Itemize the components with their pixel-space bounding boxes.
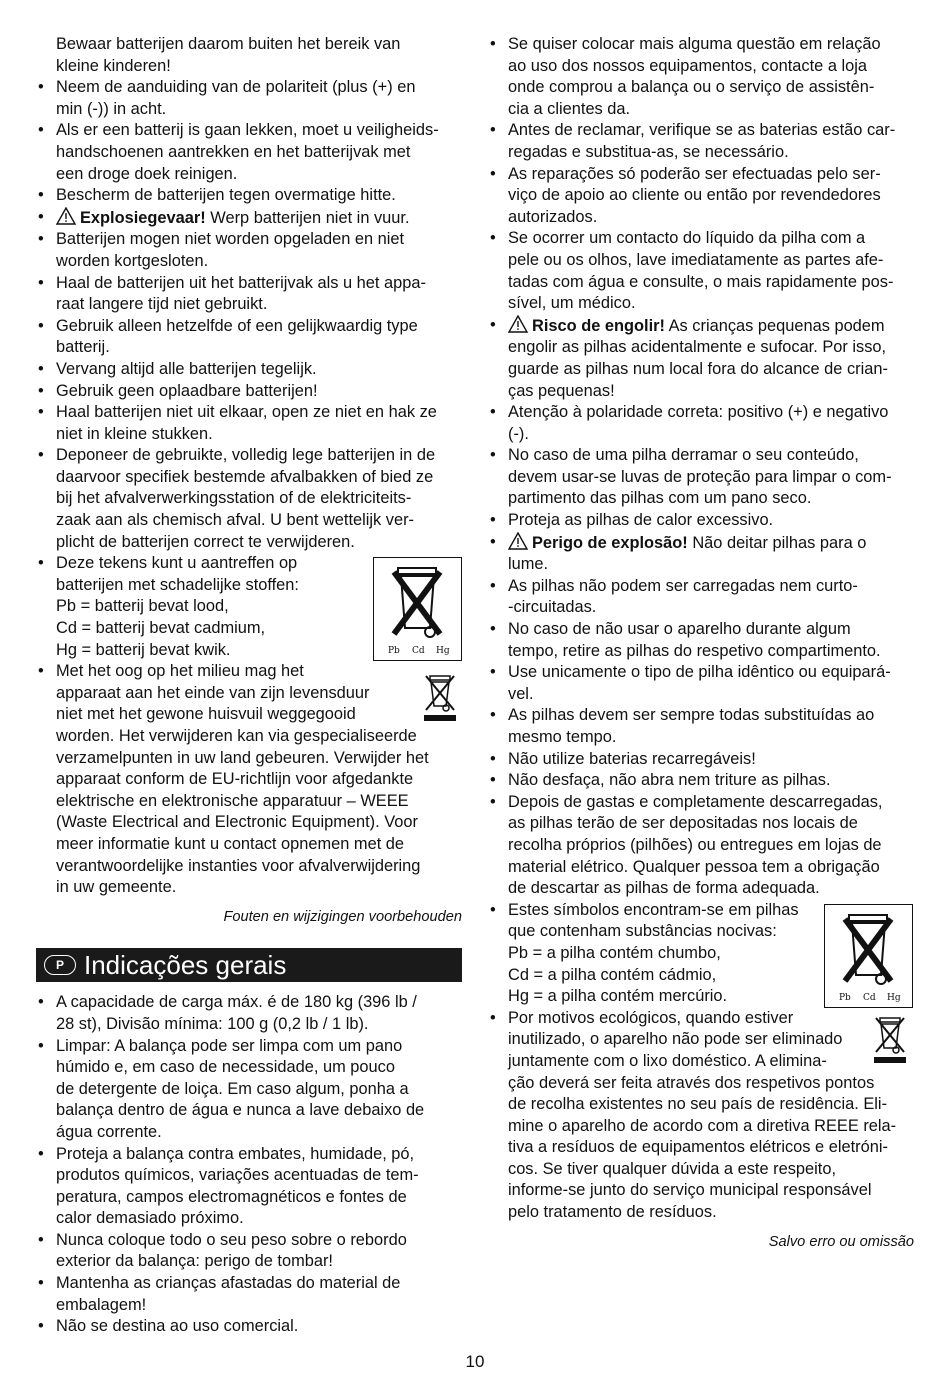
list-item-battery-symbols: • Deze tekens kunt u aantreffen op batterijen met schadelijke stoffen: Pb = batterij bevat lood, Cd = batterij bevat cadmium, Hg = batterij bevat kwik. xyxy=(36,553,462,661)
list-item: • Proteja as pilhas de calor excessivo. xyxy=(488,510,914,532)
warning-triangle-icon xyxy=(508,315,528,333)
list-item: • Haal batterijen niet uit elkaar, open ze niet en hak ze niet in kleine stukken. xyxy=(36,402,462,445)
list-item-warning: • Perigo de explosão! Não deitar pilhas para o lume. xyxy=(488,532,914,576)
list-item: • Bescherm de batterijen tegen overmatige hitte. xyxy=(36,185,462,207)
language-badge: P xyxy=(44,955,76,975)
crossed-bin-battery-icon xyxy=(824,904,913,1008)
list-item: • Als er een batterij is gaan lekken, moet u veiligheids- handschoenen aantrekken en het batterijvak met een droge doek reinigen. xyxy=(36,120,462,185)
list-item: • Não desfaça, não abra nem triture as pilhas. xyxy=(488,770,914,792)
disclaimer-note-nl: Fouten en wijzigingen voorbehouden xyxy=(223,908,462,925)
svg-text:Pb: Pb xyxy=(839,993,851,1003)
list-item: • No caso de uma pilha derramar o seu conteúdo, devem usar-se luvas de proteção para limpar o com- partimento das pilhas com um pano seco. xyxy=(488,445,914,510)
page-number: 10 xyxy=(465,1352,485,1371)
svg-text:Cd: Cd xyxy=(863,993,876,1003)
crossed-bin-battery-graphic xyxy=(374,558,461,660)
crossed-bin-battery-icon xyxy=(373,557,462,661)
section-heading xyxy=(36,948,462,982)
list-item: • Se quiser colocar mais alguma questão em relação ao uso dos nossos equipamentos, contacte a loja onde comprou a balança ou o serviço de assistên- cia a clientes da. xyxy=(488,34,914,120)
list-item: • Limpar: A balança pode ser limpa com um pano húmido e, em caso de necessidade, um pouco de detergente de loiça. Em caso algum, ponha a balança dentro de água e nunca a lave debaixo de água corrente. xyxy=(36,1036,462,1144)
list-item: • Proteja a balança contra embates, humidade, pó, produtos químicos, variações acentuadas de tem- peratura, campos electromagnéticos e fontes de calor demasiado próximo. xyxy=(36,1144,462,1230)
list-item: • Antes de reclamar, verifique se as baterias estão car- regadas e substitua-as, se necessário. xyxy=(488,120,914,163)
general-info-list-pt xyxy=(36,992,462,1338)
list-item: • Neem de aanduiding van de polariteit (plus (+) en min (-)) in acht. xyxy=(36,77,462,120)
left-column xyxy=(36,34,462,1338)
disclaimer-note-pt: Salvo erro ou omissão xyxy=(768,1233,914,1250)
list-item: • Não se destina ao uso comercial. xyxy=(36,1316,462,1338)
list-item-weee: • Por motivos ecológicos, quando estiver inutilizado, o aparelho não pode ser eliminado juntamente com o lixo doméstico. A elimina- ção deverá ser feita através dos respetivos pontos de recolha existentes no seu país de residência. Eli- mine o aparelho de acordo com a diretiva REEE rela- tiva a resíduos de equipamentos elétricos e eletróni- cos. Se tiver qualquer dúvida a este respeito, informe-se junto do serviço municipal responsável pelo tratamento de resíduos. xyxy=(488,1008,914,1224)
warning-triangle-icon xyxy=(56,207,76,225)
list-item: • Batterijen mogen niet worden opgeladen en niet worden kortgesloten. xyxy=(36,229,462,272)
svg-text:Cd: Cd xyxy=(412,646,425,656)
list-item: • Depois de gastas e completamente descarregadas, as pilhas terão de ser depositadas nos locais de recolha próprios (pilhões) ou entregues em lojas de material elétrico. Qualquer pessoa tem a obrigação de descartar as pilhas de forma adequada. xyxy=(488,792,914,900)
list-item-warning: • Explosiegevaar! Werp batterijen niet in vuur. xyxy=(36,207,462,230)
list-item-weee: • Met het oog op het milieu mag het apparaat aan het einde van zijn levensduur niet met het gewone huisvuil weggegooid worden. Het verwijderen kan via gespecialiseerde verzamelpunten in uw land gebeuren. Verwijder het apparaat conform de EU-richtlijn voor afgedankte elektrische en elektronische apparatuur – WEEE (Waste Electrical and Electronic Equipment). Voor meer informatie kunt u contact opnemen met de verantwoordelijke instanties voor afvalverwijdering in uw gemeente. xyxy=(36,661,462,899)
svg-text:Hg: Hg xyxy=(436,646,450,656)
list-item: • A capacidade de carga máx. é de 180 kg (396 lb / 28 st), Divisão mínima: 100 g (0,2 lb / 1 lb). xyxy=(36,992,462,1035)
battery-safety-list-pt xyxy=(488,34,914,1224)
intro-text: Bewaar batterijen daarom buiten het bereik van kleine kinderen! xyxy=(56,35,401,75)
right-column xyxy=(488,34,914,1253)
svg-text:Pb: Pb xyxy=(388,646,400,656)
list-item: • Vervang altijd alle batterijen tegelijk. xyxy=(36,359,462,381)
crossed-bin-weee-icon xyxy=(870,1012,910,1064)
list-item: • Deponeer de gebruikte, volledig lege batterijen in de daarvoor specifiek bestemde afvalbakken of bied ze bij het afvalverwerkingsstation of de elektriciteits- zaak aan als chemisch afval. U bent wettelijk ver- plicht de batterijen correct te verwijderen. xyxy=(36,445,462,553)
list-item: • Use unicamente o tipo de pilha idêntico ou equipará- vel. xyxy=(488,662,914,705)
crossed-bin-battery-graphic xyxy=(825,905,912,1007)
list-item: • Não utilize baterias recarregáveis! xyxy=(488,749,914,771)
list-item: • As pilhas não podem ser carregadas nem curto- -circuitadas. xyxy=(488,576,914,619)
warning-triangle-icon xyxy=(508,532,528,550)
list-item: • Mantenha as crianças afastadas do material de embalagem! xyxy=(36,1273,462,1316)
list-item: • As pilhas devem ser sempre todas substituídas ao mesmo tempo. xyxy=(488,705,914,748)
list-item: • Atenção à polaridade correta: positivo (+) e negativo (-). xyxy=(488,402,914,445)
list-item: • As reparações só poderão ser efectuadas pelo ser- viço de apoio ao cliente ou então por revendedores autorizados. xyxy=(488,164,914,229)
list-item: • Gebruik alleen hetzelfde of een gelijkwaardig type batterij. xyxy=(36,316,462,359)
list-item-warning: • Risco de engolir! As crianças pequenas podem engolir as pilhas acidentalmente e sufocar. Por isso, guarde as pilhas num local fora do alcance de crian- ças pequenas! xyxy=(488,315,914,402)
battery-safety-list-nl xyxy=(36,77,462,899)
list-item-battery-symbols: • Estes símbolos encontram-se em pilhas que contenham substâncias nocivas: Pb = a pilha contém chumbo, Cd = a pilha contém cádmio, Hg = a pilha contém mercúrio. xyxy=(488,900,914,1008)
list-item: • Haal de batterijen uit het batterijvak als u het appa- raat langere tijd niet gebruikt. xyxy=(36,273,462,316)
list-item: • Se ocorrer um contacto do líquido da pilha com a pele ou os olhos, lave imediatamente as partes afe- tadas com água e consulte, o mais rapidamente pos- sível, um médico. xyxy=(488,228,914,314)
crossed-bin-weee-icon xyxy=(420,670,460,722)
list-item: • No caso de não usar o aparelho durante algum tempo, retire as pilhas do respetivo compartimento. xyxy=(488,619,914,662)
list-item: • Nunca coloque todo o seu peso sobre o rebordo exterior da balança: perigo de tombar! xyxy=(36,1230,462,1273)
section-title: Indicações gerais xyxy=(84,950,287,981)
svg-text:Hg: Hg xyxy=(887,993,901,1003)
list-item: • Gebruik geen oplaadbare batterijen! xyxy=(36,381,462,403)
